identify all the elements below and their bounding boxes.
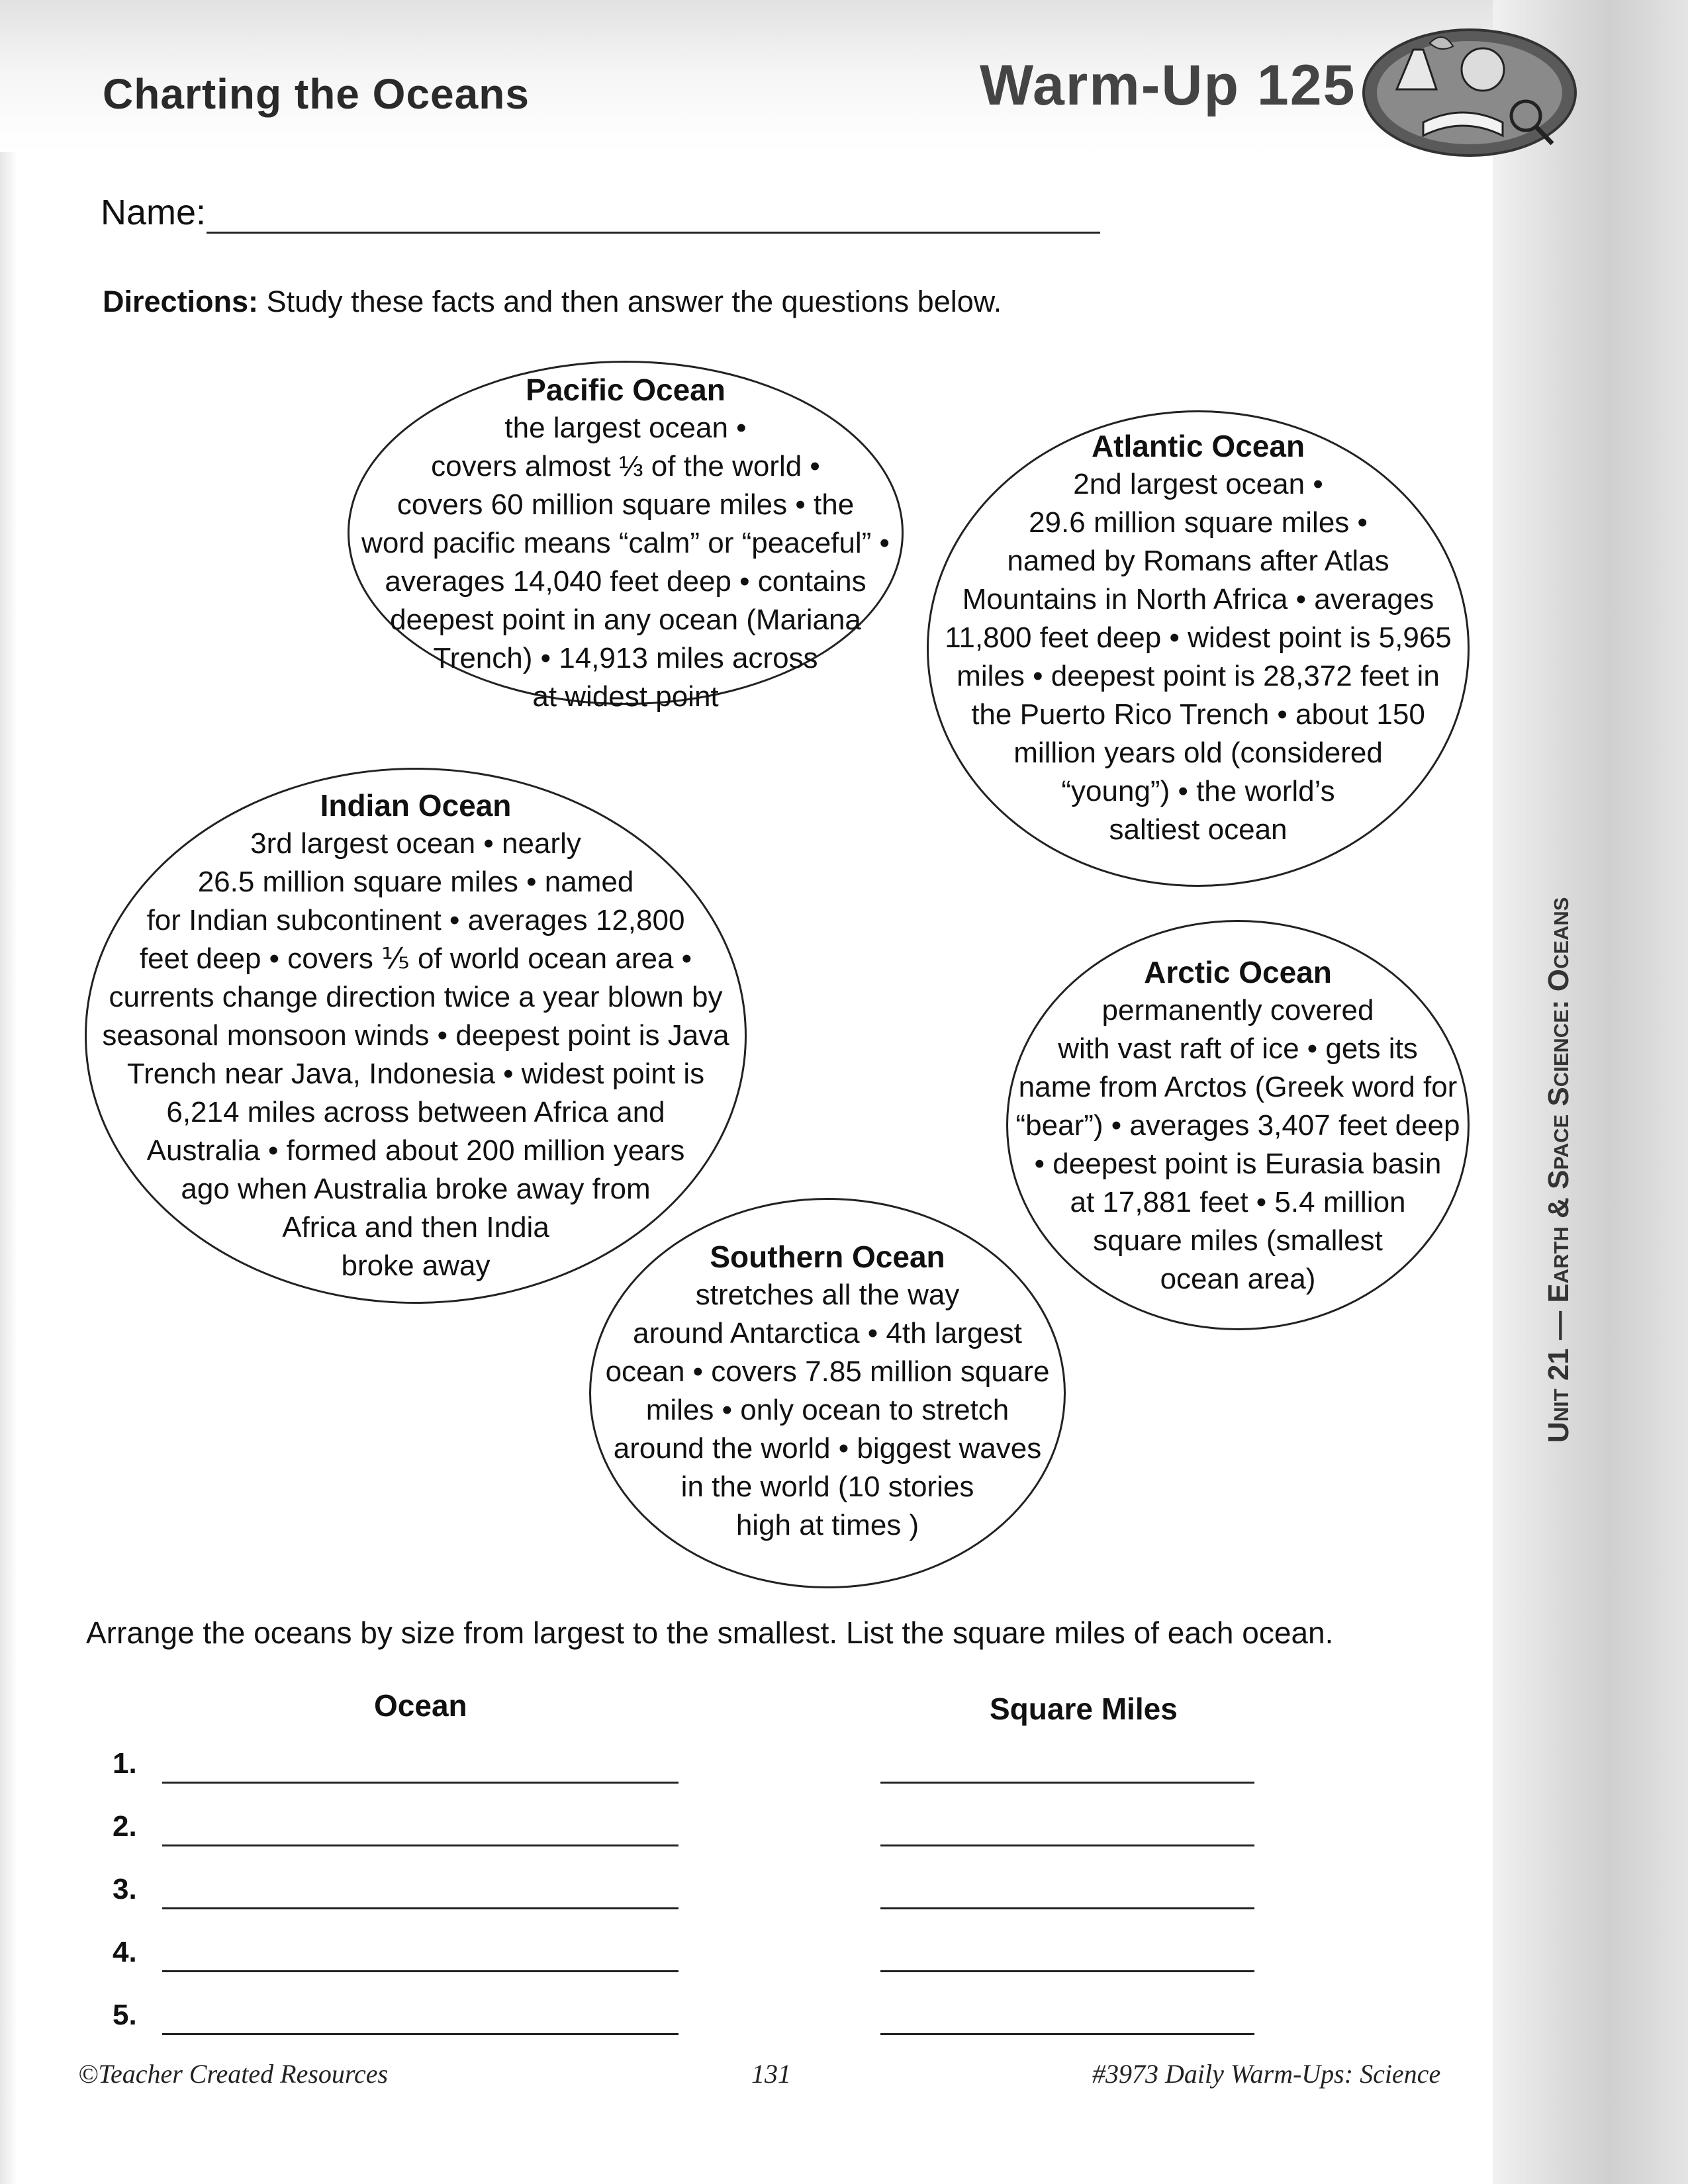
answer-row [113, 1873, 1264, 1919]
ocean-answer-line[interactable] [162, 1782, 679, 1784]
arctic-title: Arctic Ocean [1144, 955, 1332, 989]
fact-line: 6,214 miles across between Africa and [166, 1096, 665, 1128]
footer-copyright: ©Teacher Created Resources [78, 2059, 389, 2089]
answer-row [113, 1999, 1264, 2045]
directions [103, 285, 1002, 319]
fact-line: stretches all the way [695, 1279, 960, 1311]
square-miles-answer-line[interactable] [880, 1970, 1254, 1972]
pacific-title: Pacific Ocean [526, 373, 726, 407]
fact-line: the largest ocean • [504, 412, 747, 444]
fact-line: high at times ) [735, 1509, 919, 1541]
name-field[interactable] [101, 192, 1001, 245]
fact-line: “young”) • the world’s [1061, 775, 1335, 807]
fact-line: broke away [341, 1250, 491, 1282]
atlantic-text [927, 427, 1470, 849]
binding-margin [1493, 0, 1688, 2184]
fact-line: in the world (10 stories [680, 1471, 974, 1503]
fact-line: name from Arctos (Greek word for [1018, 1071, 1458, 1103]
fact-line: at 17,881 feet • 5.4 million [1070, 1186, 1406, 1218]
fact-line: permanently covered [1102, 994, 1374, 1026]
page-edge-shadow [0, 0, 17, 2184]
directions-label: Directions: [103, 285, 259, 318]
name-line[interactable] [207, 232, 1100, 234]
fact-line: feet deep • covers ⅕ of world ocean area • [139, 942, 692, 975]
indian-text [85, 786, 747, 1285]
unit-side-label-text: Unit 21 — Earth & Space Science: Oceans [1542, 897, 1575, 1443]
square-miles-answer-line[interactable] [880, 2033, 1254, 2035]
instruction-text: Arrange the oceans by size from largest to the smallest. List the square miles of each ocean. [86, 1615, 1334, 1650]
fact-line: Australia • formed about 200 million years [146, 1134, 685, 1167]
atlantic-title: Atlantic Ocean [1091, 429, 1305, 463]
answer-row [113, 1936, 1264, 1982]
fact-line: saltiest ocean [1109, 813, 1288, 846]
fact-line: with vast raft of ice • gets its [1058, 1032, 1418, 1065]
indian-title: Indian Ocean [320, 788, 512, 823]
row-number: 5. [113, 1999, 137, 2031]
fact-line: deepest point in any ocean (Mariana [390, 604, 861, 636]
fact-line: seasonal monsoon winds • deepest point is Java [102, 1019, 729, 1052]
answer-row [113, 1810, 1264, 1856]
fact-line: covers 60 million square miles • the [397, 488, 855, 521]
fact-line: 3rd largest ocean • nearly [250, 827, 581, 860]
fact-line: “bear”) • averages 3,407 feet deep [1015, 1109, 1460, 1142]
fact-line: million years old (considered [1013, 737, 1383, 769]
fact-line: 29.6 million square miles • [1029, 506, 1368, 539]
row-number: 1. [113, 1747, 137, 1780]
fact-line: 11,800 feet deep • widest point is 5,965 [945, 621, 1452, 654]
fact-line: miles • deepest point is 28,372 feet in [957, 660, 1440, 692]
square-miles-column-header: Square Miles [990, 1692, 1178, 1726]
row-number: 4. [113, 1936, 137, 1968]
unit-side-label [1542, 897, 1589, 1443]
fact-line: ago when Australia broke away from [181, 1173, 651, 1205]
science-logo-icon [1350, 23, 1582, 162]
pacific-text [348, 371, 904, 716]
southern-text [589, 1238, 1066, 1545]
square-miles-answer-line[interactable] [880, 1844, 1254, 1846]
fact-line: for Indian subcontinent • averages 12,800 [146, 904, 685, 936]
fact-line: averages 14,040 feet deep • contains [385, 565, 867, 598]
name-label: Name: [101, 193, 207, 232]
fact-line: Mountains in North Africa • averages [962, 583, 1434, 615]
fact-line: miles • only ocean to stretch [645, 1394, 1009, 1426]
square-miles-answer-line[interactable] [880, 1907, 1254, 1909]
fact-line: the Puerto Rico Trench • about 150 [971, 698, 1425, 731]
fact-line: Africa and then India [282, 1211, 549, 1244]
worksheet-title: Charting the Oceans [103, 70, 530, 118]
fact-line: ocean • covers 7.85 million square [605, 1355, 1050, 1388]
ocean-answer-line[interactable] [162, 1844, 679, 1846]
fact-line: 26.5 million square miles • named [197, 866, 634, 898]
fact-line: Trench near Java, Indonesia • widest point is [126, 1058, 705, 1090]
warmup-number: Warm-Up 125 [980, 54, 1356, 117]
fact-line: around Antarctica • 4th largest [633, 1317, 1022, 1349]
southern-title: Southern Ocean [710, 1240, 945, 1274]
fact-line: at widest point [532, 680, 719, 713]
ocean-column-header: Ocean [374, 1688, 467, 1723]
ocean-answer-line[interactable] [162, 2033, 679, 2035]
fact-line: around the world • biggest waves [613, 1432, 1042, 1465]
fact-line: • deepest point is Eurasia basin [1034, 1148, 1442, 1180]
row-number: 3. [113, 1873, 137, 1905]
arctic-text [1006, 953, 1470, 1298]
fact-line: 2nd largest ocean • [1073, 468, 1323, 500]
fact-line: currents change direction twice a year blown by [109, 981, 723, 1013]
square-miles-answer-line[interactable] [880, 1782, 1254, 1784]
footer-page-number: 131 [751, 2059, 791, 2089]
fact-line: Trench) • 14,913 miles across [433, 642, 818, 674]
fact-line: named by Romans after Atlas [1007, 545, 1389, 577]
fact-line: ocean area) [1160, 1263, 1316, 1295]
ocean-answer-line[interactable] [162, 1907, 679, 1909]
directions-text: Study these facts and then answer the questions below. [266, 285, 1002, 318]
fact-line: covers almost ⅓ of the world • [431, 450, 820, 482]
answer-row [113, 1747, 1264, 1794]
ocean-answer-line[interactable] [162, 1970, 679, 1972]
row-number: 2. [113, 1810, 137, 1843]
fact-line: square miles (smallest [1093, 1224, 1383, 1257]
footer-book-title: #3973 Daily Warm-Ups: Science [1092, 2059, 1441, 2089]
fact-line: word pacific means “calm” or “peaceful” • [361, 527, 890, 559]
